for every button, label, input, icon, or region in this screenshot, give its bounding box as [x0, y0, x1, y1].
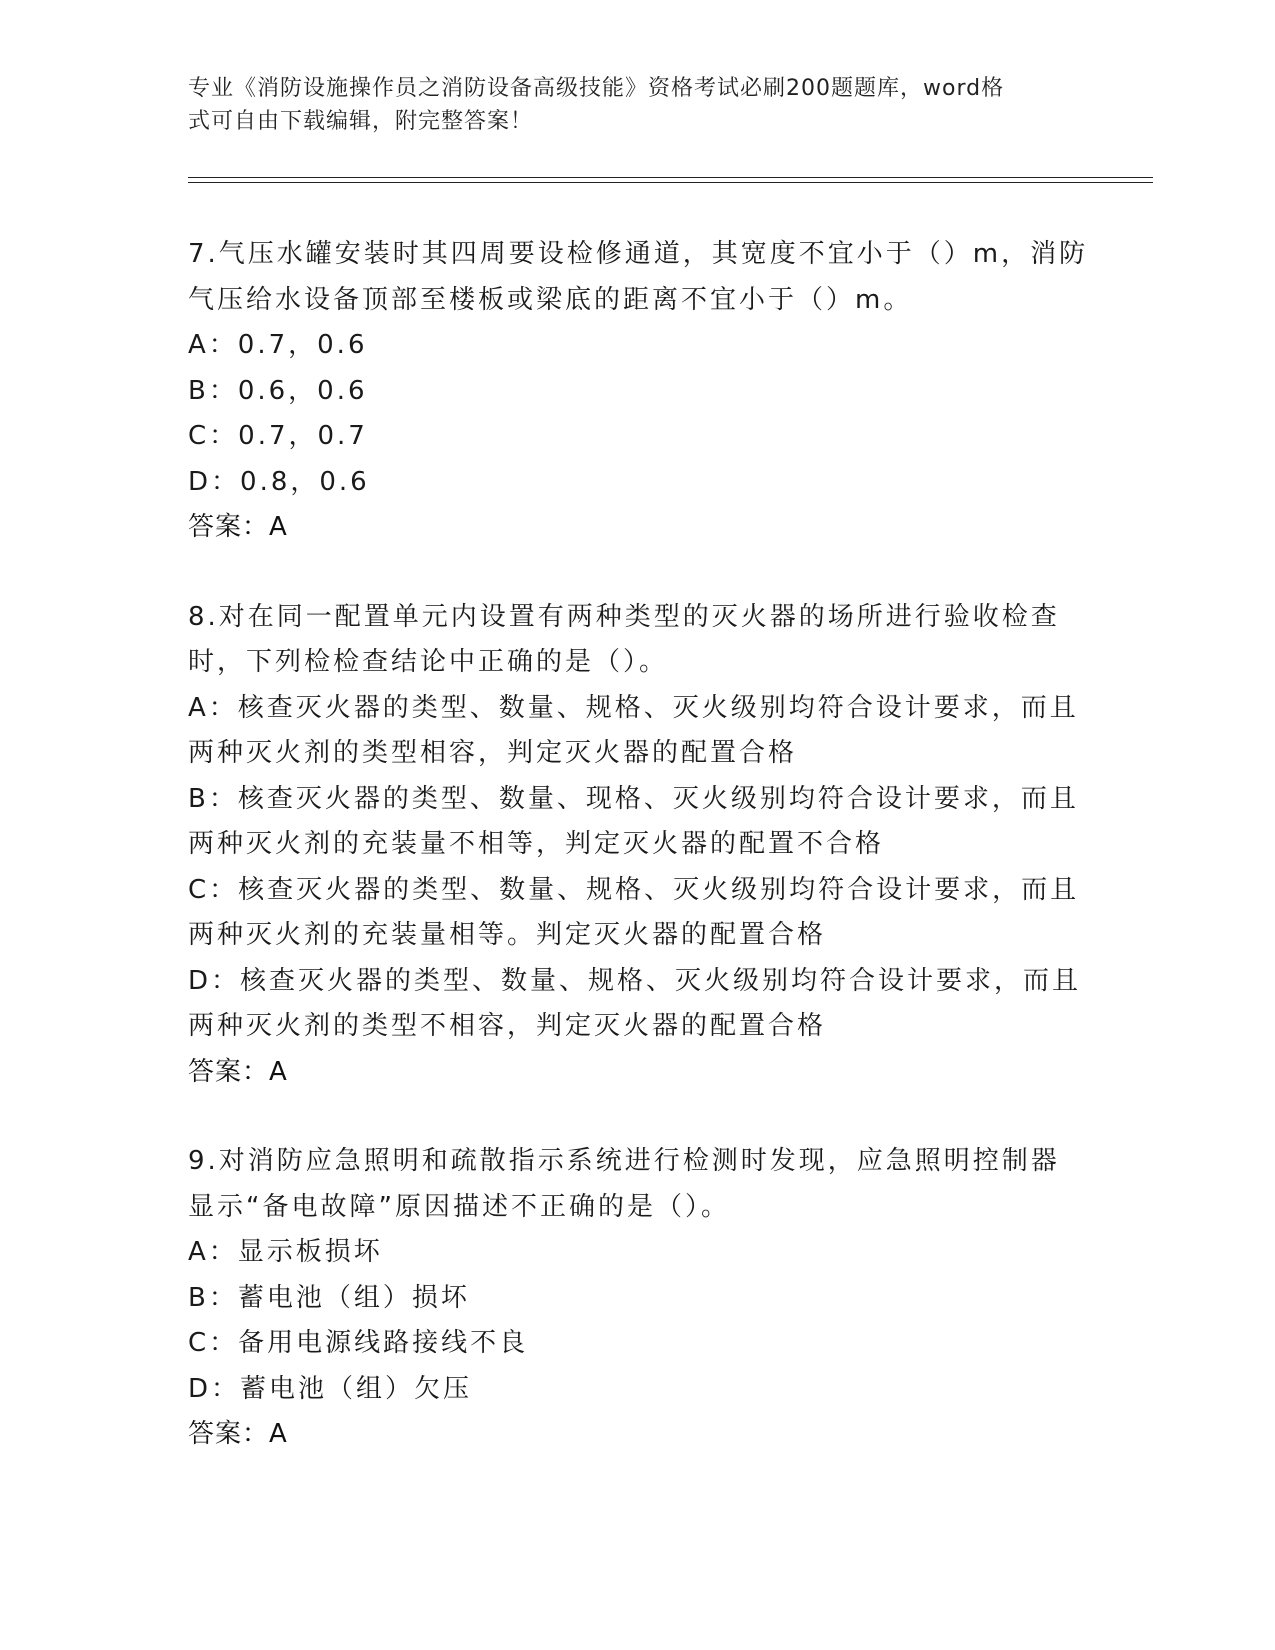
- question-9: [188, 1139, 1088, 1458]
- question-stem-line: 气压给水设备顶部至楼板或梁底的距离不宜小于（）m。: [188, 284, 913, 315]
- question-8: [188, 595, 1088, 1096]
- option-d: D：核查灭火器的类型、数量、规格、灭火级别均符合设计要求，而且: [188, 965, 1082, 996]
- header-divider: [188, 177, 1153, 183]
- question-7: [188, 232, 1088, 551]
- document-header: [188, 72, 1088, 138]
- answer-line: 答案：A: [188, 1419, 288, 1449]
- option-d-continued: 两种灭火剂的类型不相容，判定灭火器的配置合格: [188, 1011, 827, 1041]
- header-line: 式可自由下载编辑，附完整答案！: [188, 109, 534, 134]
- question-list: [188, 232, 1088, 1502]
- option-a: A：0.7，0.6: [188, 330, 368, 360]
- option-c-continued: 两种灭火剂的充装量相等。判定灭火器的配置合格: [188, 920, 827, 950]
- option-b: B：核查灭火器的类型、数量、现格、灭火级别均符合设计要求，而且: [188, 783, 1079, 814]
- option-d: D：蓄电池（组）欠压: [188, 1373, 473, 1404]
- option-a: A：显示板损坏: [188, 1237, 383, 1267]
- question-stem-line: 显示“备电故障”原因描述不正确的是（）。: [188, 1191, 730, 1222]
- question-stem-line: 8.对在同一配置单元内设置有两种类型的灭火器的场所进行验收检查: [188, 601, 1060, 632]
- option-c: C：核查灭火器的类型、数量、规格、灭火级别均符合设计要求，而且: [188, 874, 1080, 905]
- option-a: A：核查灭火器的类型、数量、规格、灭火级别均符合设计要求，而且: [188, 692, 1079, 723]
- question-stem-line: 时，下列检检查结论中正确的是（）。: [188, 647, 669, 677]
- option-b: B：蓄电池（组）损坏: [188, 1282, 470, 1313]
- answer-line: 答案：A: [188, 1056, 288, 1087]
- option-c: C：0.7，0.7: [188, 421, 368, 451]
- option-d: D：0.8，0.6: [188, 466, 370, 497]
- option-b-continued: 两种灭火剂的充装量不相等，判定灭火器的配置不合格: [188, 829, 885, 859]
- option-a-continued: 两种灭火剂的类型相容，判定灭火器的配置合格: [188, 738, 798, 768]
- answer-line: 答案：A: [188, 512, 288, 542]
- option-c: C：备用电源线路接线不良: [188, 1328, 529, 1358]
- option-b: B：0.6，0.6: [188, 375, 368, 406]
- header-line: 专业《消防设施操作员之消防设备高级技能》资格考试必刷200题题库，word格: [188, 76, 1005, 101]
- question-stem-line: 7.气压水罐安装时其四周要设检修通道，其宽度不宜小于（）m，消防: [188, 239, 1089, 269]
- question-stem-line: 9.对消防应急照明和疏散指示系统进行检测时发现，应急照明控制器: [188, 1146, 1060, 1176]
